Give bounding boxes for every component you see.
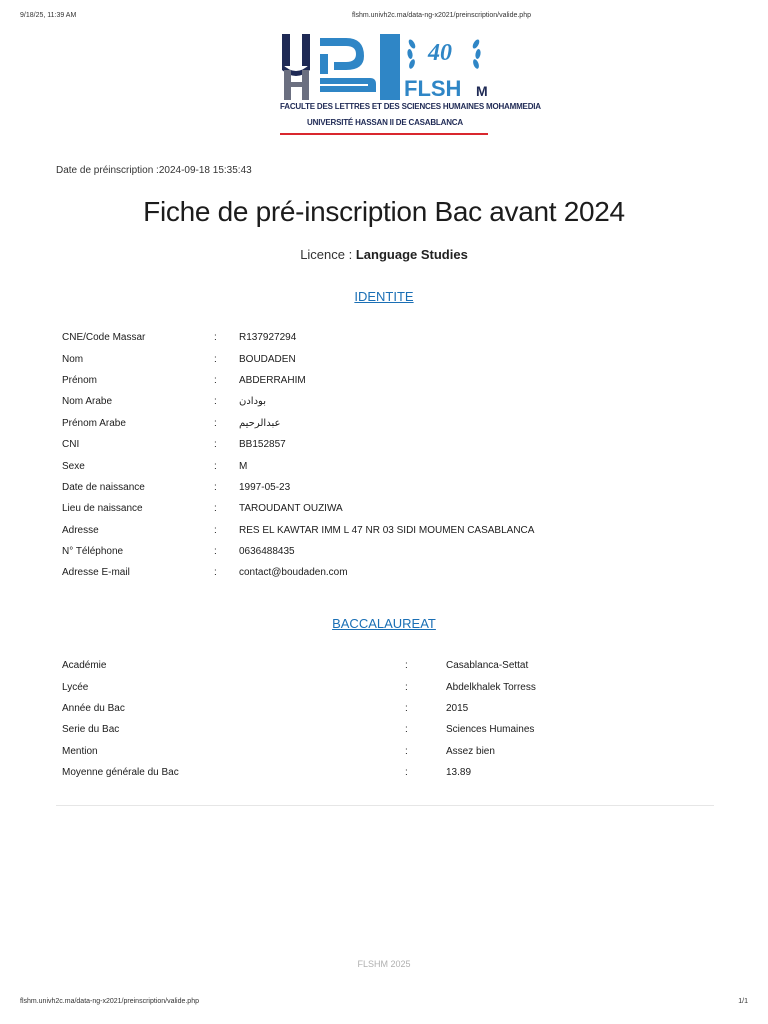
row-separator: : xyxy=(214,567,217,579)
logo-brand: FLSH xyxy=(404,76,462,101)
table-row xyxy=(62,762,646,783)
footer-brand: FLSHM 2025 xyxy=(357,959,411,969)
row-separator: : xyxy=(214,481,217,493)
row-value: 1997-05-23 xyxy=(239,481,291,493)
print-url: flshm.univh2c.ma/data-ng-x2021/preinscription/valide.php xyxy=(352,12,531,19)
row-separator: : xyxy=(214,439,217,451)
row-separator: : xyxy=(214,417,217,429)
table-row xyxy=(62,455,559,476)
logo-underline xyxy=(280,133,488,135)
row-value: 13.89 xyxy=(446,767,472,779)
row-value: R137927294 xyxy=(239,332,297,344)
row-value: 0636488435 xyxy=(239,546,295,558)
identite-heading: IDENTITE xyxy=(354,289,414,304)
anniversary-number: 40 xyxy=(428,40,452,66)
print-footer xyxy=(20,998,748,1010)
table-row xyxy=(62,434,559,455)
row-separator: : xyxy=(214,503,217,515)
row-label: Nom Arabe xyxy=(62,396,113,408)
row-separator: : xyxy=(405,724,408,736)
row-separator: : xyxy=(214,396,217,408)
row-separator: : xyxy=(214,460,217,472)
row-separator: : xyxy=(214,353,217,365)
row-value: RES EL KAWTAR IMM L 47 NR 03 SIDI MOUMEN CASABLANCA xyxy=(239,524,535,536)
licence-value: Language Studies xyxy=(355,247,468,262)
section-divider xyxy=(56,805,714,806)
table-row xyxy=(62,498,559,519)
row-label: Prénom Arabe xyxy=(62,417,126,429)
table-row xyxy=(62,477,559,498)
row-value: M xyxy=(239,460,248,472)
row-label: Date de naissance xyxy=(62,481,145,493)
table-row xyxy=(62,676,646,697)
row-separator: : xyxy=(214,374,217,386)
table-row xyxy=(62,327,559,348)
row-label: Lieu de naissance xyxy=(62,503,143,515)
row-separator: : xyxy=(405,681,408,693)
table-row xyxy=(62,741,646,762)
licence-line xyxy=(0,247,768,262)
row-value: contact@boudaden.com xyxy=(239,567,348,579)
faculty-name: FACULTE DES LETTRES ET DES SCIENCES HUMAINES MOHAMMEDIA xyxy=(280,102,541,111)
row-label: Sexe xyxy=(62,460,85,472)
row-value: ABDERRAHIM xyxy=(239,374,306,386)
logo-brand-suffix: M xyxy=(476,83,488,99)
row-value: TAROUDANT OUZIWA xyxy=(239,503,343,515)
row-separator: : xyxy=(405,767,408,779)
uh2-monogram xyxy=(282,34,310,100)
table-row xyxy=(62,655,646,676)
row-value: Casablanca-Settat xyxy=(446,660,529,672)
row-separator: : xyxy=(214,546,217,558)
row-separator: : xyxy=(405,660,408,672)
table-row xyxy=(62,413,559,434)
table-row xyxy=(62,370,559,391)
print-datetime: 9/18/25, 11:39 AM xyxy=(20,12,77,19)
row-value: Assez bien xyxy=(446,745,495,757)
table-row xyxy=(62,698,646,719)
row-label: Année du Bac xyxy=(62,702,125,714)
row-label: Serie du Bac xyxy=(62,724,120,736)
print-page-number: 1/1 xyxy=(738,998,748,1005)
row-label: CNI xyxy=(62,439,80,451)
identite-table xyxy=(62,327,559,584)
row-value: عبدالرحيم xyxy=(239,417,281,429)
table-row xyxy=(62,719,646,740)
row-separator: : xyxy=(214,332,217,344)
row-separator: : xyxy=(405,702,408,714)
baccalaureat-heading: BACCALAUREAT xyxy=(332,616,436,631)
university-name: UNIVERSITÉ HASSAN II DE CASABLANCA xyxy=(307,118,463,127)
row-label: CNE/Code Massar xyxy=(62,332,146,344)
row-label: Mention xyxy=(62,745,98,757)
row-label: Moyenne générale du Bac xyxy=(62,767,179,779)
licence-label: Licence : xyxy=(300,247,356,262)
row-value: Sciences Humaines xyxy=(446,724,535,736)
table-row xyxy=(62,562,559,583)
row-separator: : xyxy=(214,524,217,536)
row-label: Lycée xyxy=(62,681,89,693)
row-value: BB152857 xyxy=(239,439,286,451)
row-label: Adresse E-mail xyxy=(62,567,130,579)
print-header xyxy=(20,12,748,24)
row-value: Abdelkhalek Torress xyxy=(446,681,536,693)
table-row xyxy=(62,391,559,412)
table-row xyxy=(62,520,559,541)
row-label: N° Téléphone xyxy=(62,546,124,558)
row-label: Nom xyxy=(62,353,84,365)
row-value: بودادن xyxy=(239,396,266,408)
row-label: Adresse xyxy=(62,524,99,536)
row-label: Prénom xyxy=(62,374,98,386)
print-footer-url: flshm.univh2c.ma/data-ng-x2021/preinscription/valide.php xyxy=(20,998,199,1005)
row-value: 2015 xyxy=(446,702,469,714)
row-value: BOUDADEN xyxy=(239,353,296,365)
baccalaureat-table xyxy=(62,655,646,783)
preinscription-date: Date de préinscription :2024-09-18 15:35:43 xyxy=(56,165,252,176)
table-row xyxy=(62,541,559,562)
row-separator: : xyxy=(405,745,408,757)
table-row xyxy=(62,348,559,369)
page-title: Fiche de pré-inscription Bac avant 2024 xyxy=(143,196,625,227)
arabic-emblem xyxy=(320,38,376,92)
row-label: Académie xyxy=(62,660,107,672)
